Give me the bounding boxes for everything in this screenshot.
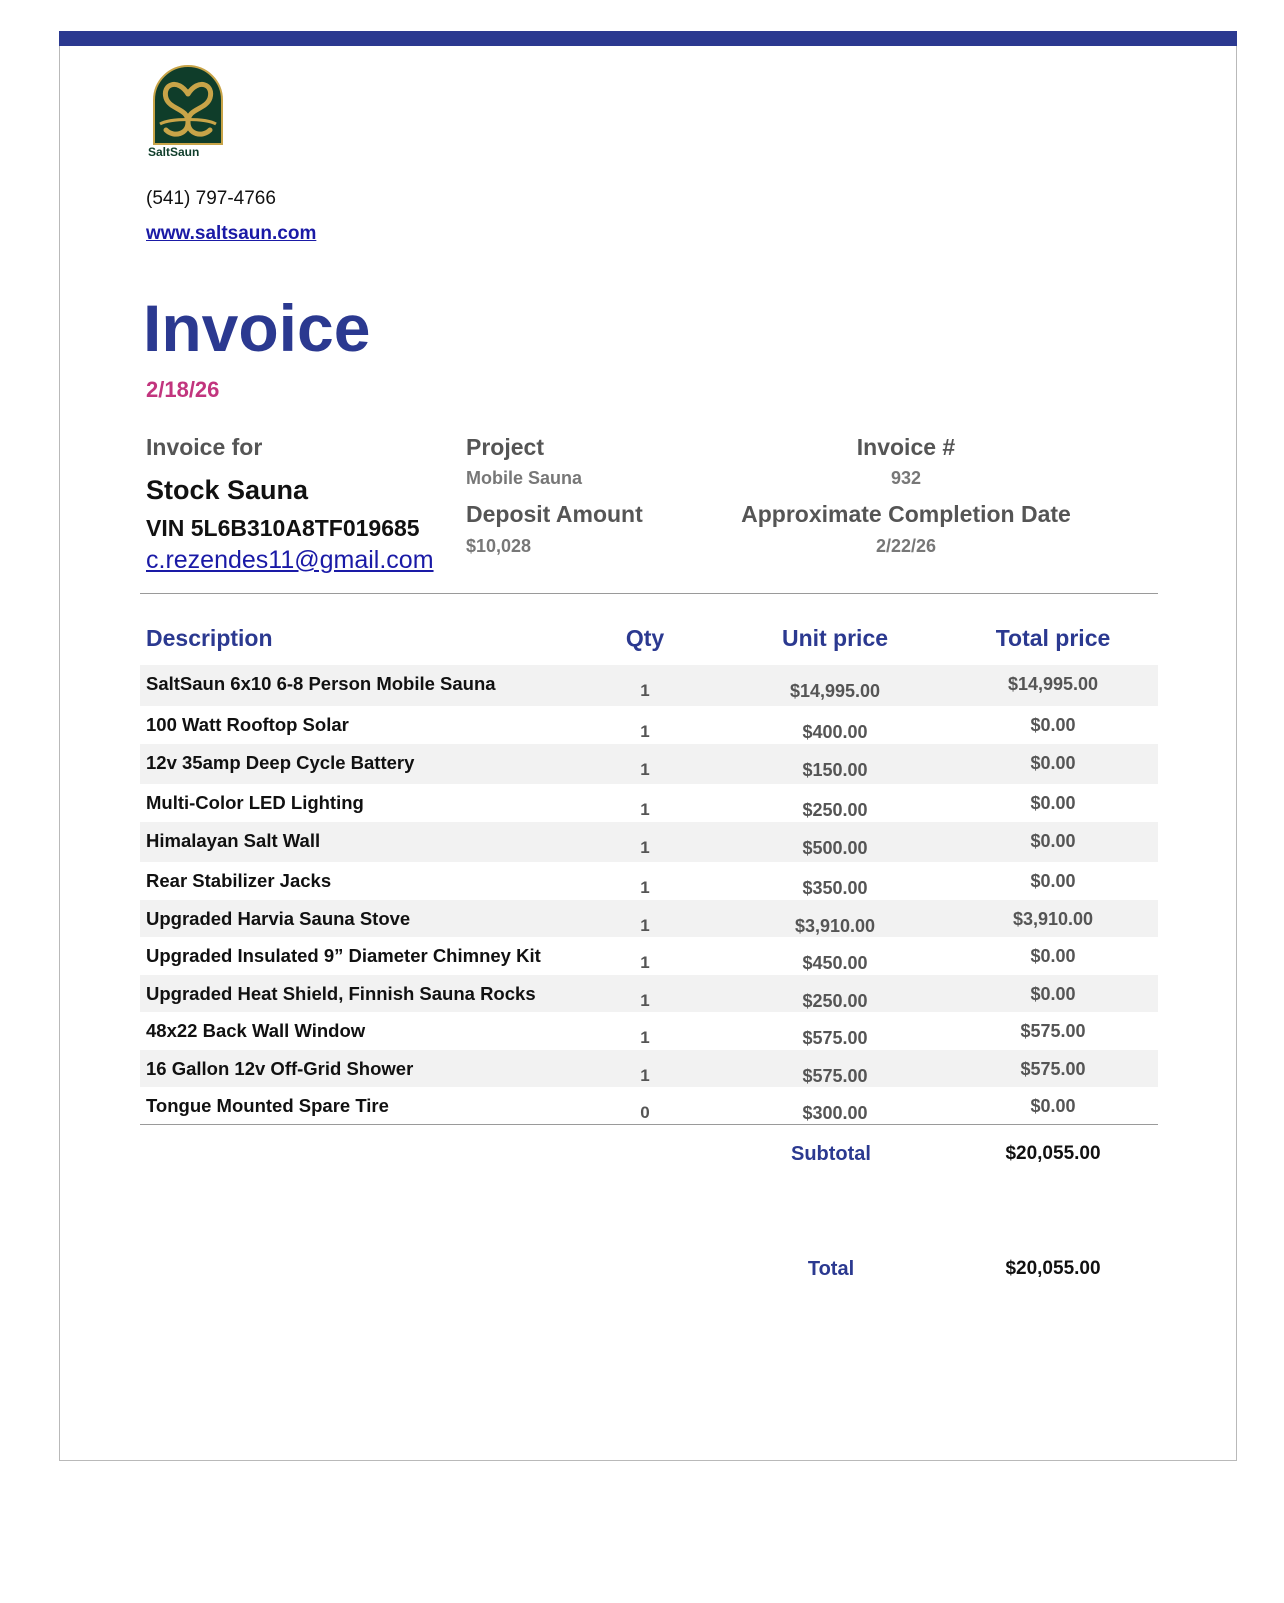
line-item-unit-price: $300.00 [802, 1103, 868, 1123]
company-website-link[interactable]: www.saltsaun.com [146, 223, 317, 244]
table-row [140, 784, 1158, 822]
total-value: $20,055.00 [1005, 1258, 1101, 1279]
subtotal-label: Subtotal [791, 1143, 871, 1165]
line-item-total-price: $0.00 [1030, 984, 1076, 1004]
line-item-qty: 1 [640, 722, 650, 741]
line-item-total-price: $3,910.00 [1012, 909, 1094, 929]
line-item-qty: 1 [640, 916, 650, 935]
line-item-description: 16 Gallon 12v Off-Grid Shower [146, 1058, 414, 1079]
line-item-description: Upgraded Harvia Sauna Stove [146, 908, 411, 929]
line-item-total-price: $0.00 [1030, 871, 1076, 891]
table-row [140, 1087, 1158, 1124]
header-accent-bar [59, 31, 1237, 46]
line-item-unit-price: $450.00 [802, 953, 868, 973]
column-header-qty: Qty [625, 625, 665, 651]
line-item-qty: 1 [640, 878, 650, 897]
line-item-total-price: $0.00 [1030, 753, 1076, 773]
line-item-total-price: $0.00 [1030, 793, 1076, 813]
line-item-unit-price: $350.00 [802, 878, 868, 898]
table-row [140, 1012, 1158, 1050]
line-item-total-price: $0.00 [1030, 831, 1076, 851]
deposit-label: Deposit Amount [466, 501, 643, 527]
line-item-description: Tongue Mounted Spare Tire [146, 1095, 389, 1116]
line-item-description: SaltSaun 6x10 6-8 Person Mobile Sauna [146, 673, 496, 694]
line-item-description: Multi-Color LED Lighting [146, 792, 364, 813]
line-item-qty: 1 [640, 991, 650, 1010]
line-item-qty: 1 [640, 838, 650, 857]
line-item-qty: 1 [640, 800, 650, 819]
completion-value: 2/22/26 [875, 536, 937, 556]
column-header-unit-price: Unit price [781, 625, 889, 651]
line-item-qty: 1 [640, 1066, 650, 1085]
company-phone: (541) 797-4766 [146, 188, 276, 209]
column-header-description: Description [146, 625, 273, 651]
line-item-total-price: $575.00 [1020, 1021, 1086, 1041]
table-row [140, 975, 1158, 1012]
completion-label: Approximate Completion Date [741, 501, 1071, 527]
column-header-total-price: Total price [995, 625, 1111, 651]
line-item-description: Rear Stabilizer Jacks [146, 870, 332, 891]
table-row [140, 706, 1158, 744]
line-item-total-price: $0.00 [1030, 946, 1076, 966]
table-bottom-divider [140, 1124, 1158, 1125]
table-row [140, 862, 1158, 900]
project-value: Mobile Sauna [466, 468, 583, 488]
line-item-description: Himalayan Salt Wall [146, 830, 321, 851]
line-item-qty: 1 [640, 953, 650, 972]
line-item-description: 12v 35amp Deep Cycle Battery [146, 752, 415, 773]
table-row [140, 744, 1158, 784]
logo-wordmark: SaltSaun [148, 145, 200, 159]
deposit-value: $10,028 [466, 536, 532, 556]
line-item-qty: 1 [640, 681, 650, 700]
total-label: Total [807, 1258, 855, 1280]
company-logo [148, 64, 240, 164]
line-item-description: Upgraded Insulated 9” Diameter Chimney Kit [146, 945, 541, 966]
line-item-description: 100 Watt Rooftop Solar [146, 714, 349, 735]
line-item-unit-price: $400.00 [802, 722, 868, 742]
invoice-number-label: Invoice # [856, 434, 956, 460]
table-row [140, 900, 1158, 937]
table-row [140, 822, 1158, 862]
subtotal-value: $20,055.00 [1005, 1143, 1101, 1164]
table-row [140, 665, 1158, 706]
line-item-total-price: $14,995.00 [1007, 674, 1099, 694]
line-item-total-price: $575.00 [1020, 1059, 1086, 1079]
page-title: Invoice [143, 291, 371, 365]
line-item-description: Upgraded Heat Shield, Finnish Sauna Rocks [146, 983, 536, 1004]
customer-email-link[interactable]: c.rezendes11@gmail.com [146, 546, 434, 574]
line-item-qty: 0 [640, 1103, 650, 1122]
line-item-unit-price: $500.00 [802, 838, 868, 858]
line-item-unit-price: $250.00 [802, 991, 868, 1011]
line-item-qty: 1 [640, 760, 650, 779]
line-item-unit-price: $575.00 [802, 1066, 868, 1086]
line-item-unit-price: $14,995.00 [789, 681, 881, 701]
project-label: Project [466, 434, 544, 460]
bill-to-label: Invoice for [146, 434, 263, 460]
line-item-unit-price: $3,910.00 [794, 916, 876, 936]
line-item-qty: 1 [640, 1028, 650, 1047]
line-items-table [140, 665, 1158, 1124]
line-item-description: 48x22 Back Wall Window [146, 1020, 366, 1041]
invoice-date: 2/18/26 [146, 377, 220, 402]
table-row [140, 1050, 1158, 1087]
customer-name: Stock Sauna [146, 475, 309, 505]
line-item-unit-price: $250.00 [802, 800, 868, 820]
line-item-unit-price: $150.00 [802, 760, 868, 780]
table-row [140, 937, 1158, 975]
section-divider [140, 593, 1158, 594]
invoice-number-value: 932 [890, 468, 922, 488]
line-item-total-price: $0.00 [1030, 1096, 1076, 1116]
invoice-page [59, 31, 1237, 1461]
line-item-unit-price: $575.00 [802, 1028, 868, 1048]
customer-vin: VIN 5L6B310A8TF019685 [146, 515, 420, 541]
line-item-total-price: $0.00 [1030, 715, 1076, 735]
